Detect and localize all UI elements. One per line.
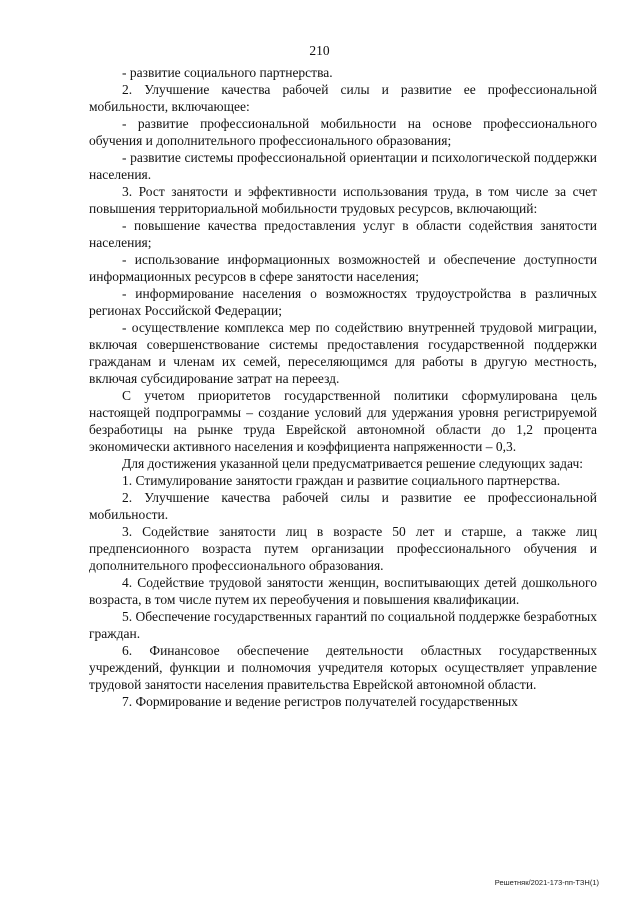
paragraph-14: 3. Содействие занятости лиц в возрасте 50 лет и старше, а также лиц предпенсионного возраста путем организации профессионального обучения и дополнительного профессионального образования. bbox=[89, 524, 597, 573]
paragraph-16: 5. Обеспечение государственных гарантий по социальной поддержке безработных граждан. bbox=[89, 609, 597, 641]
paragraph-1: - развитие социального партнерства. bbox=[122, 65, 333, 80]
paragraph-3: - развитие профессиональной мобильности на основе профессионального обучения и дополнительного профессионального образования; bbox=[89, 116, 597, 148]
paragraph-8: - информирование населения о возможностях трудоустройства в различных регионах Российской Федерации; bbox=[89, 286, 597, 318]
paragraph-15: 4. Содействие трудовой занятости женщин, воспитывающих детей дошкольного возраста, в том числе путем их переобучения и повышения квалификации. bbox=[89, 575, 597, 607]
paragraph-10: С учетом приоритетов государственной политики сформулирована цель настоящей подпрограммы – создание условий для удержания уровня регистрируемой безработицы на рынке труда Еврейской автономной области до 1,2 процента экономически активного населения и коэффициента напряженности – 0,3. bbox=[89, 388, 597, 454]
paragraph-2: 2. Улучшение качества рабочей силы и развитие ее профессиональной мобильности, включающее: bbox=[89, 82, 597, 114]
footer-document-code: Решетняк/2021-173-пп-ТЗН(1) bbox=[494, 878, 599, 887]
paragraph-4: - развитие системы профессиональной ориентации и психологической поддержки населения. bbox=[89, 150, 597, 182]
paragraph-12: 1. Стимулирование занятости граждан и развитие социального партнерства. bbox=[122, 473, 561, 488]
page-number: 210 bbox=[309, 43, 330, 58]
body-text bbox=[89, 64, 597, 710]
paragraph-6: - повышение качества предоставления услуг в области содействия занятости населения; bbox=[89, 218, 597, 250]
paragraph-18: 7. Формирование и ведение регистров получателей государственных bbox=[122, 694, 518, 709]
paragraph-9: - осуществление комплекса мер по содействию внутренней трудовой миграции, включая совершенствование системы предоставления государственной поддержки гражданам и членам их семей, переселяющимся для работы в другую местность, включая субсидирование затрат на переезд. bbox=[89, 320, 597, 386]
paragraph-13: 2. Улучшение качества рабочей силы и развитие ее профессиональной мобильности. bbox=[89, 490, 597, 522]
paragraph-7: - использование информационных возможностей и обеспечение доступности информационных ресурсов в сфере занятости населения; bbox=[89, 252, 597, 284]
paragraph-11: Для достижения указанной цели предусматривается решение следующих задач: bbox=[122, 456, 584, 471]
paragraph-17: 6. Финансовое обеспечение деятельности областных государственных учреждений, функции и полномочия учредителя которых осуществляет управление трудовой занятости населения правительства Еврейской автономной области. bbox=[89, 643, 597, 692]
paragraph-5: 3. Рост занятости и эффективности использования труда, в том числе за счет повышения территориальной мобильности трудовых ресурсов, включающий: bbox=[89, 184, 597, 216]
